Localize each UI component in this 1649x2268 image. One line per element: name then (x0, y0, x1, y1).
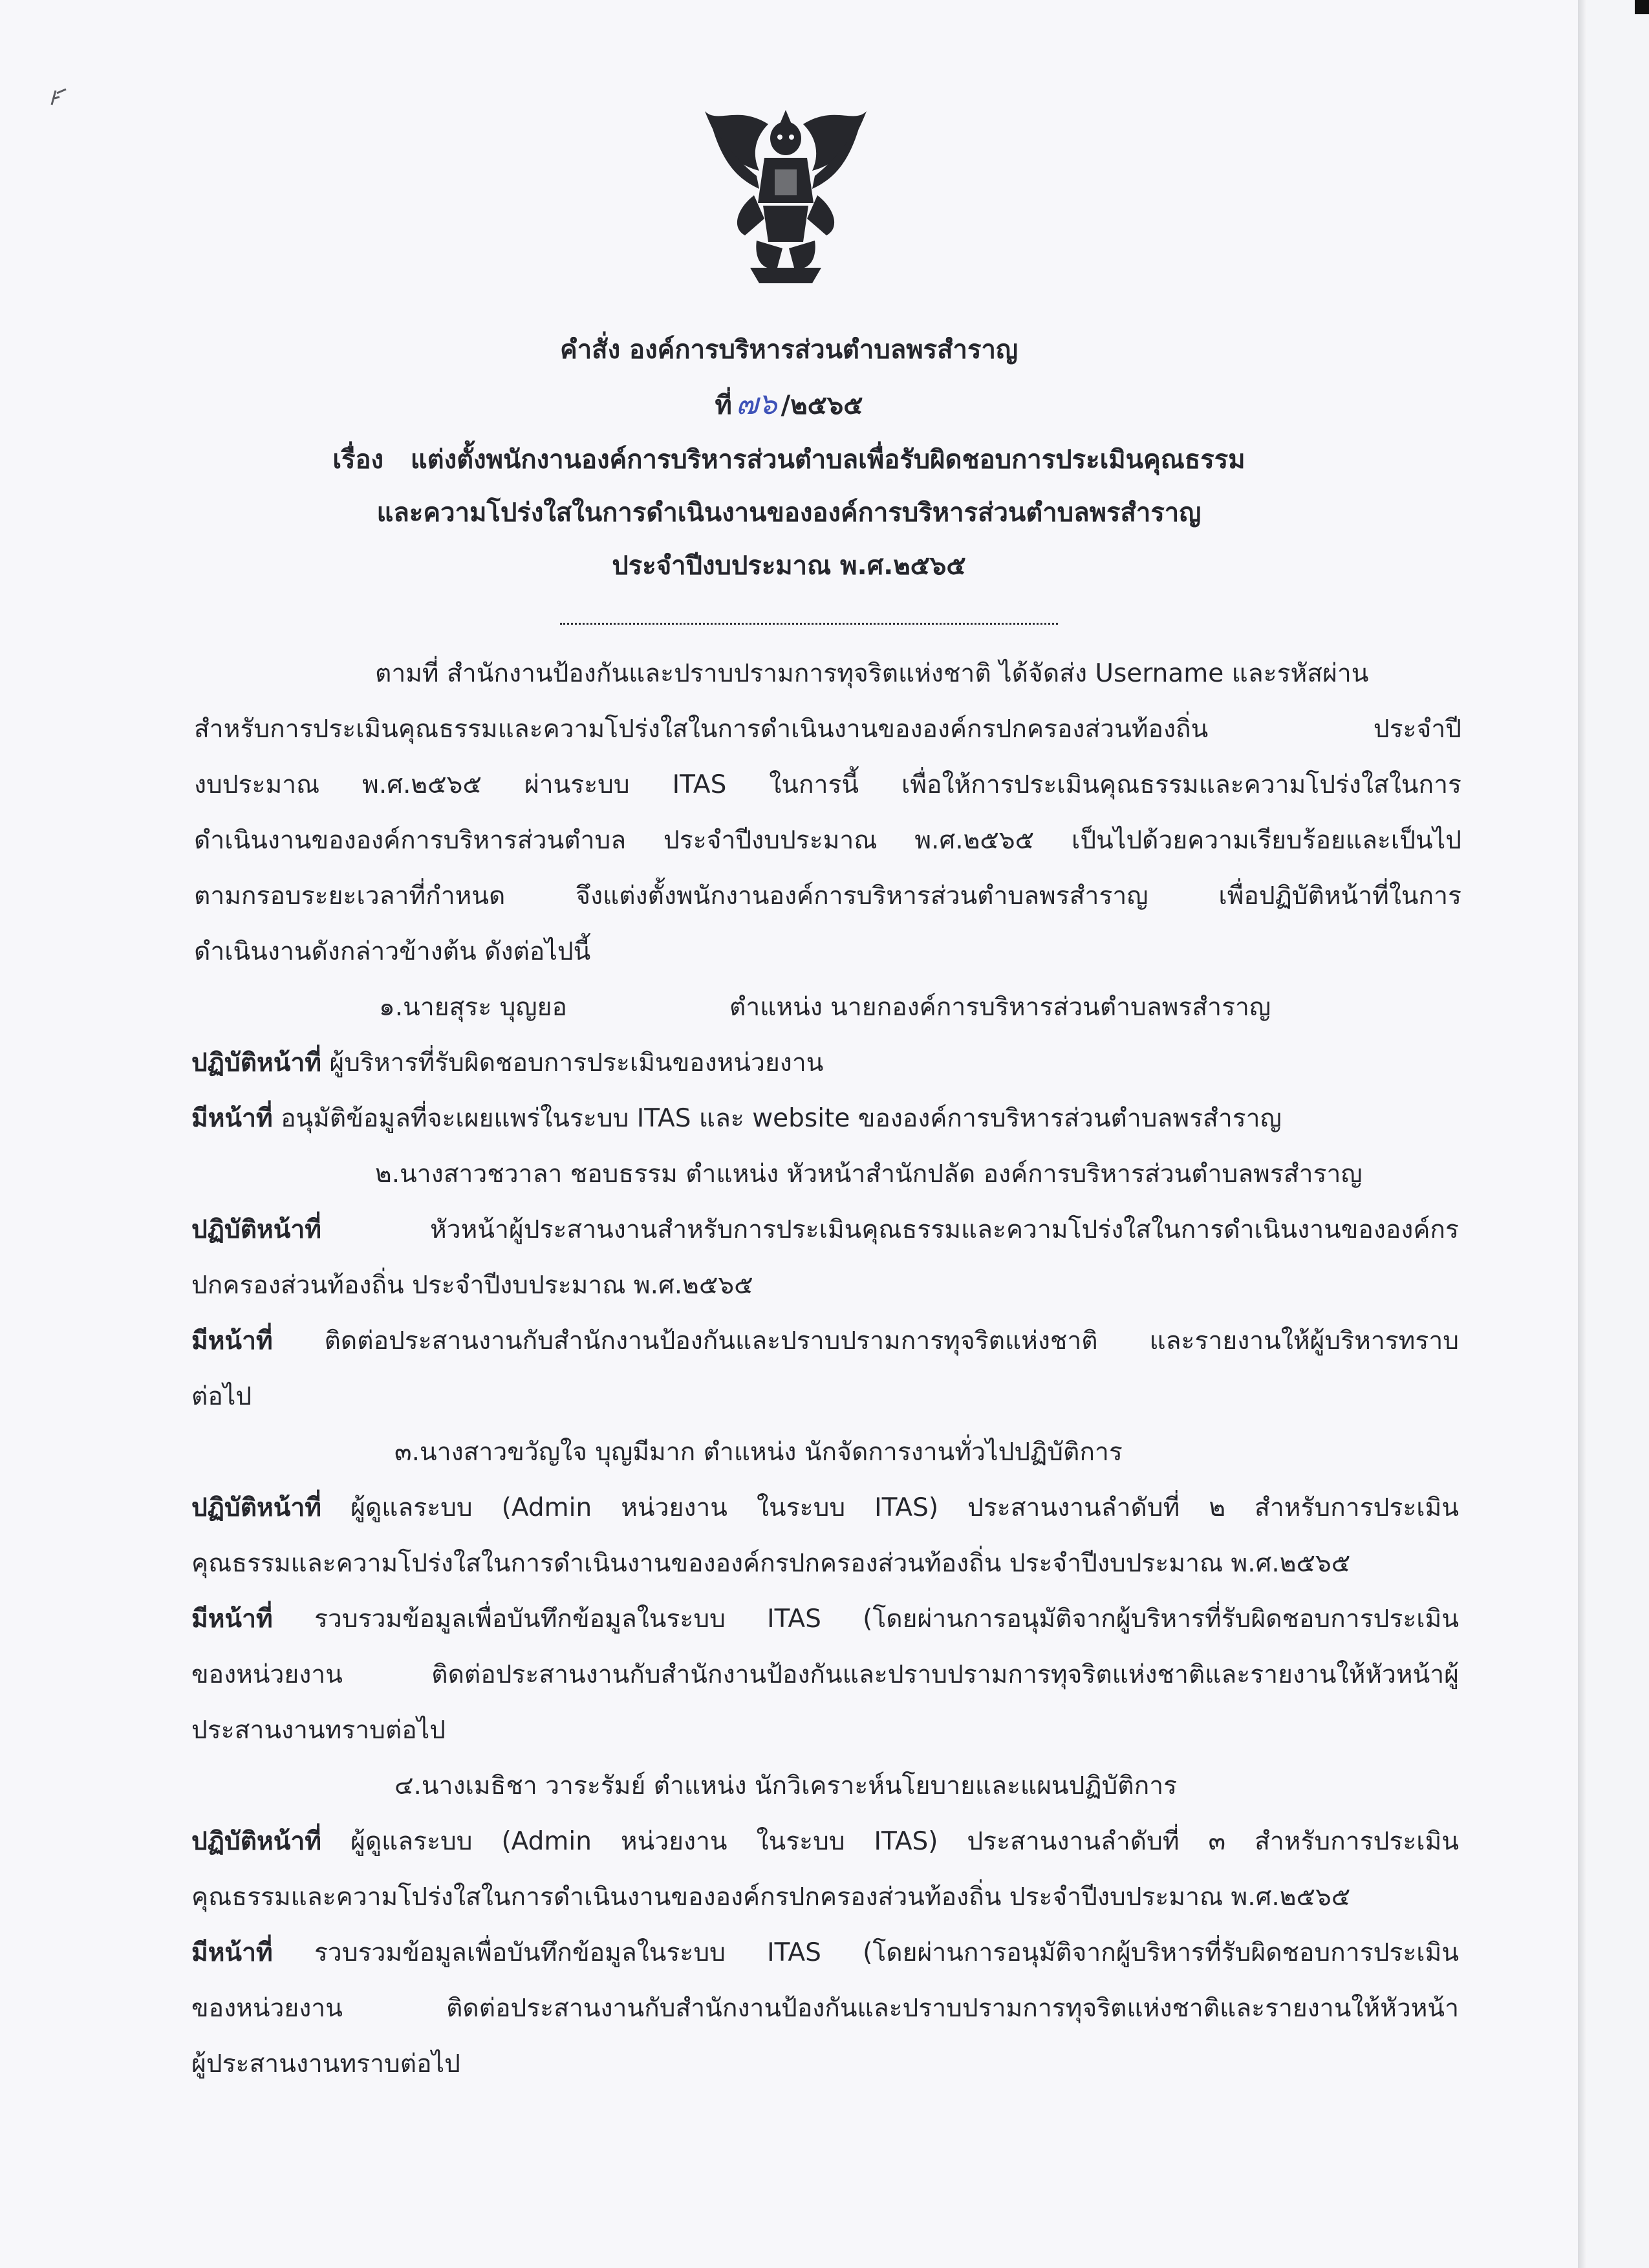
duty-text: ผู้บริหารที่รับผิดชอบการประเมินของหน่วยงาน (329, 1048, 824, 1077)
person3-duty-1 (191, 1495, 1459, 1520)
resp-label: มีหน้าที่ (191, 1938, 273, 1967)
person2-resp-2: ต่อไป (191, 1382, 252, 1411)
person4-resp-2: ของหน่วยงาน ติดต่อประสานงานกับสำนักงานป้องกันและปราบปรามการทุจริตแห่งชาติและรายงานให้หัวหน้า (191, 1994, 1459, 2023)
person2-duty-1 (191, 1217, 1459, 1242)
person3-duty-2: คุณธรรมและความโปร่งใสในการดำเนินงานขององค์กรปกครองส่วนท้องถิ่น ประจำปีงบประมาณ พ.ศ.๒๕๖๕ (191, 1549, 1351, 1578)
resp-label: มีหน้าที่ (191, 1326, 273, 1355)
resp-text: ติดต่อประสานงานกับสำนักงานป้องกันและปราบปรามการทุจริตแห่งชาติ และรายงานให้ผู้บริหารทราบ (324, 1326, 1459, 1355)
resp-text: อนุมัติข้อมูลที่จะเผยแพร่ในระบบ ITAS และ website ขององค์การบริหารส่วนตำบลพรสำราญ (281, 1104, 1282, 1133)
garuda-emblem-icon (692, 98, 879, 292)
person1-resp (191, 1106, 1459, 1131)
person2-duty-2: ปกครองส่วนท้องถิ่น ประจำปีงบประมาณ พ.ศ.๒๕๖๕ (191, 1271, 753, 1300)
intro-line-2: สำหรับการประเมินคุณธรรมและความโปร่งใสในการดำเนินงานขององค์กรปกครองส่วนท้องถิ่น ประจำปี (194, 715, 1461, 744)
person3-line: ๓.นางสาวขวัญใจ บุญมีมาก ตำแหน่ง นักจัดการงานทั่วไปปฏิบัติการ (394, 1438, 1123, 1467)
person2-line: ๒.นางสาวชวาลา ชอบธรรม ตำแหน่ง หัวหน้าสำนักปลัด องค์การบริหารส่วนตำบลพรสำราญ (375, 1160, 1363, 1189)
order-title: คำสั่ง องค์การบริหารส่วนตำบลพรสำราญ (559, 335, 1018, 365)
intro-line-5: ตามกรอบระยะเวลาที่กำหนด จึงแต่งตั้งพนักงานองค์การบริหารส่วนตำบลพรสำราญ เพื่อปฏิบัติหน้าที่ในการ (194, 881, 1461, 911)
person2-resp-1 (191, 1328, 1459, 1354)
duty-text: ผู้ดูแลระบบ (Admin หน่วยงาน ในระบบ ITAS) ประสานงานลำดับที่ ๒ สำหรับการประเมิน (350, 1493, 1459, 1522)
page-edge-shadow (1578, 0, 1587, 2268)
person3-resp-3: ประสานงานทราบต่อไป (191, 1716, 446, 1745)
person3-resp-2: ของหน่วยงาน ติดต่อประสานงานกับสำนักงานป้องกันและปราบปรามการทุจริตแห่งชาติและรายงานให้หัวหน้าผู้ (191, 1660, 1459, 1689)
subject-text-1: แต่งตั้งพนักงานองค์การบริหารส่วนตำบลเพื่อรับผิดชอบการประเมินคุณธรรม (410, 445, 1245, 475)
subject-line-3: ประจำปีงบประมาณ พ.ศ.๒๕๖๕ (612, 551, 966, 581)
person3-resp-1 (191, 1606, 1459, 1632)
duty-label: ปฏิบัติหน้าที่ (191, 1215, 321, 1244)
subject-line-2: และความโปร่งใสในการดำเนินงานขององค์การบริหารส่วนตำบลพรสำราญ (376, 498, 1202, 528)
subject-label: เรื่อง (332, 445, 384, 475)
duty-text: ผู้ดูแลระบบ (Admin หน่วยงาน ในระบบ ITAS) ประสานงานลำดับที่ ๓ สำหรับการประเมิน (350, 1827, 1459, 1856)
duty-text: หัวหน้าผู้ประสานงานสำหรับการประเมินคุณธรรมและความโปร่งใสในการดำเนินงานขององค์กร (430, 1215, 1459, 1244)
order-number (0, 380, 1578, 427)
scan-corner (1635, 0, 1649, 14)
intro-line-4: ดำเนินงานขององค์การบริหารส่วนตำบล ประจำปีงบประมาณ พ.ศ.๒๕๖๕ เป็นไปด้วยความเรียบร้อยและเป็นไป (194, 826, 1461, 855)
number-year: /๒๕๖๕ (781, 391, 863, 420)
subject-line-1 (0, 438, 1578, 480)
person1-name: ๑.นายสุระ บุญยอ (379, 993, 567, 1022)
person4-resp-3: ผู้ประสานงานทราบต่อไป (191, 2049, 460, 2079)
intro-line-3: งบประมาณ พ.ศ.๒๕๖๕ ผ่านระบบ ITAS ในการนี้ เพื่อให้การประเมินคุณธรรมและความโปร่งใสในการ (194, 770, 1461, 799)
intro-line-1: ตามที่ สำนักงานป้องกันและปราบปรามการทุจริตแห่งชาติ ได้จัดส่ง Username และรหัสผ่าน (375, 659, 1369, 688)
intro-line-6: ดำเนินงานดังกล่าวข้างต้น ดังต่อไปนี้ (194, 937, 591, 966)
divider (560, 623, 1058, 625)
person4-line: ๔.นางเมธิชา วาระรัมย์ ตำแหน่ง นักวิเคราะห์นโยบายและแผนปฏิบัติการ (394, 1771, 1178, 1800)
person1-duty (191, 1050, 1459, 1075)
resp-label: มีหน้าที่ (191, 1104, 273, 1133)
punch-mark-icon (47, 85, 72, 111)
resp-text: รวบรวมข้อมูลเพื่อบันทึกข้อมูลในระบบ ITAS (โดยผ่านการอนุมัติจากผู้บริหารที่รับผิดชอบการประเมิน (314, 1604, 1459, 1634)
duty-label: ปฏิบัติหน้าที่ (191, 1048, 321, 1077)
person4-duty-1 (191, 1829, 1459, 1854)
resp-label: มีหน้าที่ (191, 1604, 273, 1634)
person1-position: ตำแหน่ง นายกองค์การบริหารส่วนตำบลพรสำราญ (729, 993, 1271, 1022)
duty-label: ปฏิบัติหน้าที่ (191, 1493, 321, 1522)
person4-duty-2: คุณธรรมและความโปร่งใสในการดำเนินงานขององค์กรปกครองส่วนท้องถิ่น ประจำปีงบประมาณ พ.ศ.๒๕๖๕ (191, 1883, 1351, 1912)
duty-label: ปฏิบัติหน้าที่ (191, 1827, 321, 1856)
number-prefix: ที่ (715, 391, 732, 420)
handwritten-order-number: ๗๖ (735, 386, 777, 421)
person4-resp-1 (191, 1940, 1459, 1965)
resp-text: รวบรวมข้อมูลเพื่อบันทึกข้อมูลในระบบ ITAS (โดยผ่านการอนุมัติจากผู้บริหารที่รับผิดชอบการประเมิน (314, 1938, 1459, 1967)
